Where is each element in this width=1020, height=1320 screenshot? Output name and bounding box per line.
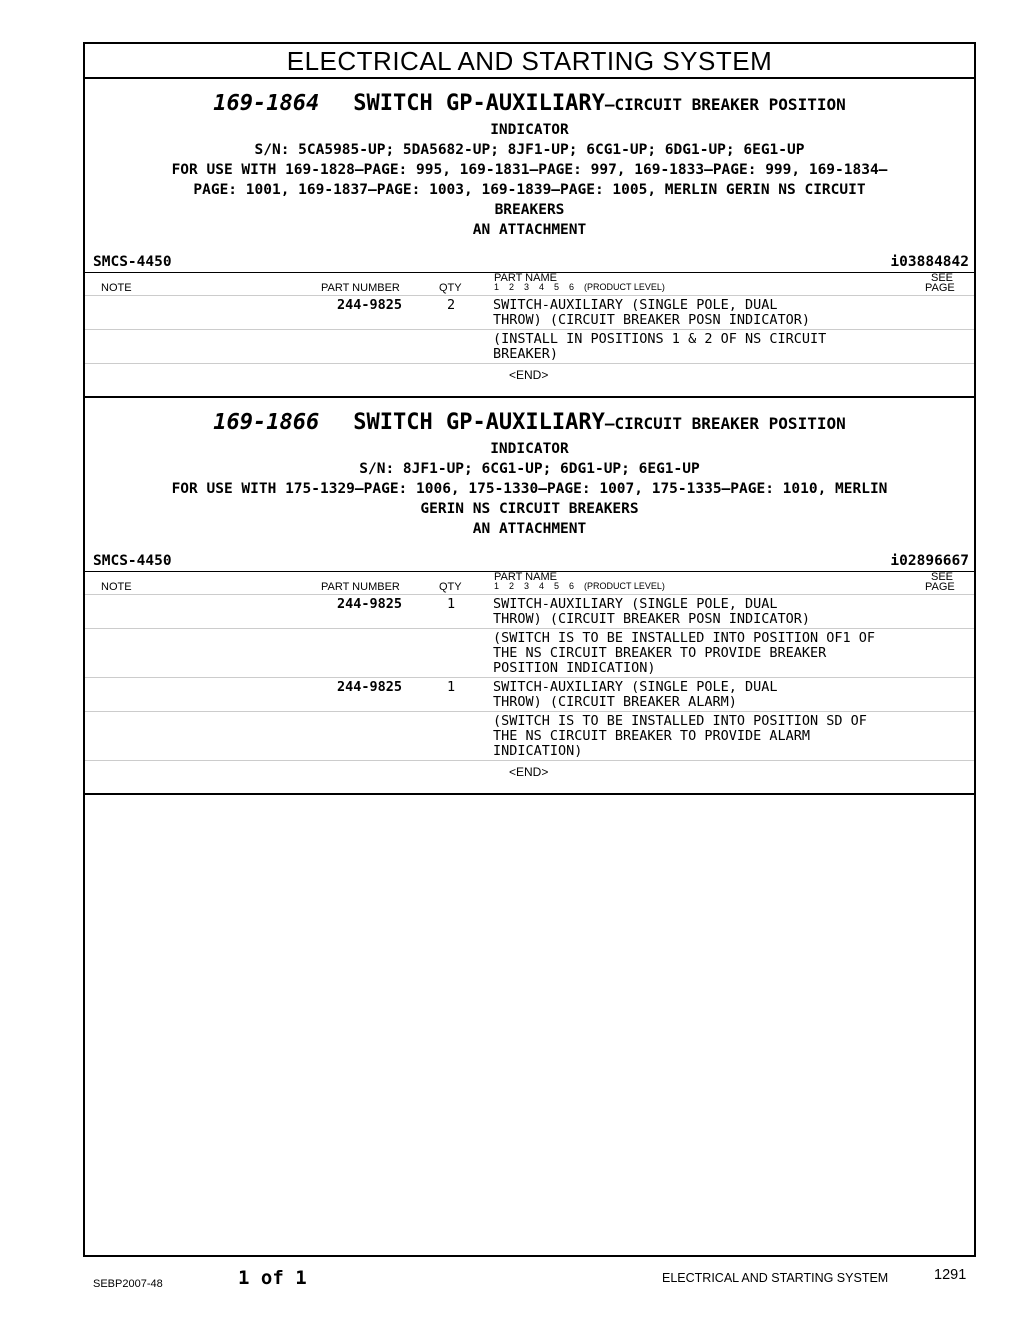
table-row [85, 330, 974, 364]
heading-line: INDICATOR [490, 441, 569, 457]
footer-section-title: ELECTRICAL AND STARTING SYSTEM [662, 1271, 889, 1285]
part-group-section [85, 79, 974, 398]
table-row [85, 595, 974, 629]
part-name: (SWITCH IS TO BE INSTALLED INTO POSITION SD OF THE NS CIRCUIT BREAKER TO PROVIDE ALARM INDICATION) [493, 713, 867, 759]
group-description: —CIRCUIT BREAKER POSITION [604, 414, 846, 433]
heading-line: GERIN NS CIRCUIT BREAKERS [420, 501, 639, 517]
attachment-label: AN ATTACHMENT [472, 222, 587, 238]
section-heading [85, 79, 974, 240]
end-marker: <END> [509, 368, 549, 382]
product-level-header: 1 2 3 4 5 6 (PRODUCT LEVEL) [494, 282, 665, 292]
product-level-header: 1 2 3 4 5 6 (PRODUCT LEVEL) [494, 581, 665, 591]
page-header: PAGE [925, 282, 955, 294]
quantity: 1 [447, 596, 456, 612]
heading-line: PAGE: 1001, 169-1837—PAGE: 1003, 169-1839—PAGE: 1005, MERLIN GERIN NS CIRCUIT [193, 182, 866, 198]
part-name: (SWITCH IS TO BE INSTALLED INTO POSITION OF1 OF THE NS CIRCUIT BREAKER TO PROVIDE BREAKER POSITION INDICATION) [493, 630, 876, 676]
group-description: —CIRCUIT BREAKER POSITION [604, 95, 846, 114]
quantity: 1 [447, 679, 456, 695]
group-name: SWITCH GP-AUXILIARY [353, 410, 605, 435]
qty-header: QTY [439, 581, 462, 593]
reference-id: i02896667 [890, 553, 969, 569]
part-number-header: PART NUMBER [321, 282, 400, 294]
page-number: 1291 [934, 1267, 967, 1283]
heading-line: INDICATOR [490, 122, 569, 138]
part-number-header: PART NUMBER [321, 581, 400, 593]
part-name-header: PART NAME [494, 272, 557, 284]
page-frame [83, 42, 976, 1257]
reference-id: i03884842 [890, 254, 969, 270]
table-row [85, 629, 974, 678]
see-header: SEE [931, 571, 954, 583]
table-row [85, 296, 974, 330]
group-part-number: 169-1864 [213, 91, 320, 116]
note-header: NOTE [101, 282, 132, 294]
table-row [85, 678, 974, 712]
part-group-section [85, 398, 974, 795]
document-title: ELECTRICAL AND STARTING SYSTEM [85, 44, 974, 79]
part-name: (INSTALL IN POSITIONS 1 & 2 OF NS CIRCUIT BREAKER) [493, 331, 827, 362]
page-header: PAGE [925, 581, 955, 593]
serial-numbers: S/N: 8JF1-UP; 6CG1-UP; 6DG1-UP; 6EG1-UP [359, 461, 700, 477]
smcs-row [85, 551, 974, 571]
page-of: 1 of 1 [238, 1267, 307, 1289]
for-use-with: FOR USE WITH 169-1828—PAGE: 995, 169-1831—PAGE: 997, 169-1833—PAGE: 999, 169-1834— [171, 162, 888, 178]
quantity: 2 [447, 297, 456, 313]
section-heading [85, 398, 974, 539]
attachment-label: AN ATTACHMENT [472, 521, 587, 537]
smcs-code: SMCS-4450 [93, 254, 172, 270]
see-header: SEE [931, 272, 954, 284]
for-use-with: FOR USE WITH 175-1329—PAGE: 1006, 175-1330—PAGE: 1007, 175-1335—PAGE: 1010, MERLIN [171, 481, 888, 497]
part-number: 244-9825 [337, 679, 403, 695]
part-name: SWITCH-AUXILIARY (SINGLE POLE, DUAL THROW) (CIRCUIT BREAKER ALARM) [493, 679, 778, 710]
group-part-number: 169-1866 [213, 410, 320, 435]
column-header [85, 571, 974, 595]
part-name: SWITCH-AUXILIARY (SINGLE POLE, DUAL THROW) (CIRCUIT BREAKER POSN INDICATOR) [493, 297, 810, 328]
document-id: SEBP2007-48 [93, 1278, 163, 1290]
part-number: 244-9825 [337, 596, 403, 612]
part-name: SWITCH-AUXILIARY (SINGLE POLE, DUAL THROW) (CIRCUIT BREAKER POSN INDICATOR) [493, 596, 810, 627]
heading-line: BREAKERS [494, 202, 565, 218]
part-name-header: PART NAME [494, 571, 557, 583]
smcs-code: SMCS-4450 [93, 553, 172, 569]
part-number: 244-9825 [337, 297, 403, 313]
note-header: NOTE [101, 581, 132, 593]
end-marker: <END> [509, 765, 549, 779]
serial-numbers: S/N: 5CA5985-UP; 5DA5682-UP; 8JF1-UP; 6CG1-UP; 6DG1-UP; 6EG1-UP [254, 142, 805, 158]
qty-header: QTY [439, 282, 462, 294]
group-name: SWITCH GP-AUXILIARY [353, 91, 605, 116]
column-header [85, 272, 974, 296]
smcs-row [85, 252, 974, 272]
table-row [85, 712, 974, 761]
page-footer [0, 1266, 1020, 1296]
